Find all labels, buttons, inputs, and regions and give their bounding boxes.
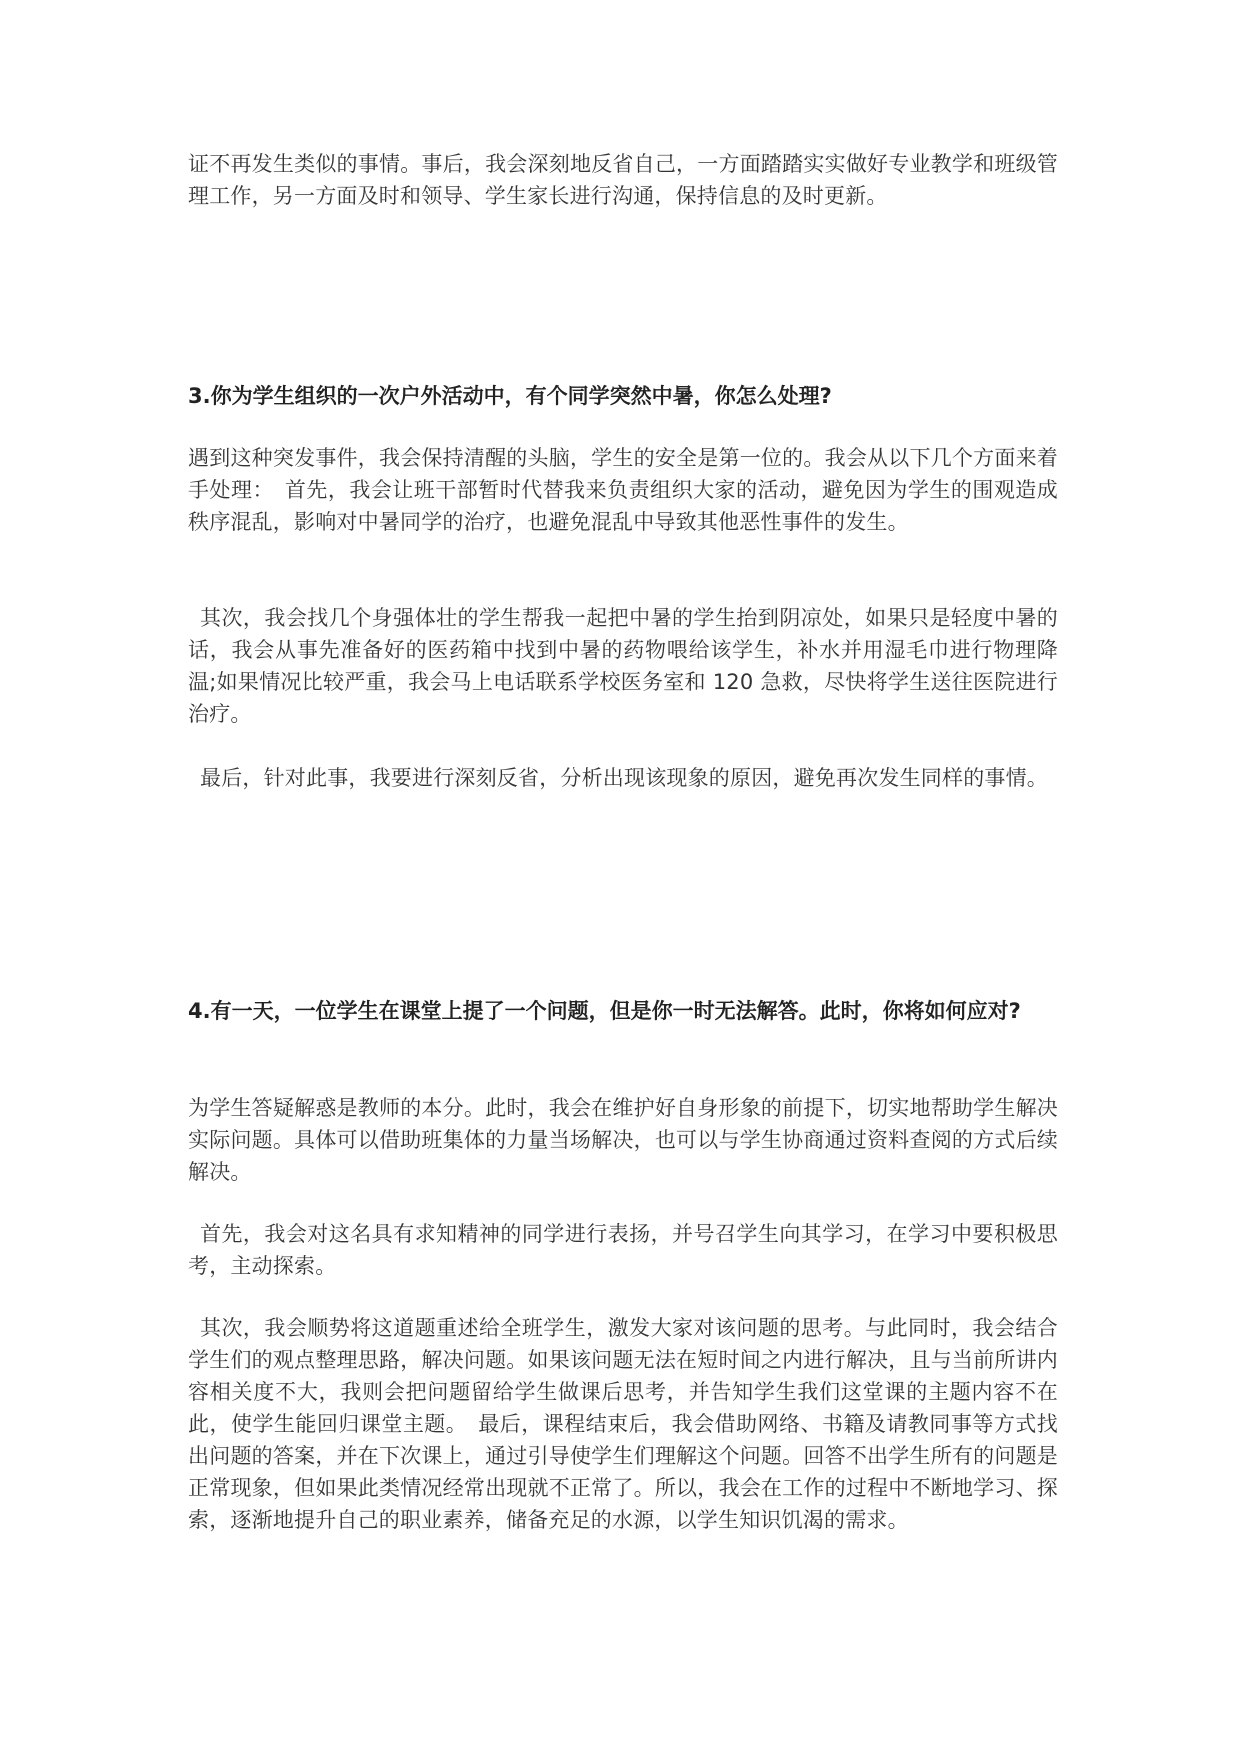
paragraph-text: 其次，我会找几个身强体壮的学生帮我一起把中暑的学生抬到阴凉处，如果只是轻度中暑的话，我会从事先准备好的医药箱中找到中暑的药物喂给该学生，补水并用湿毛巾进行物理降温;如果情况比较严重，我会马上电话联系学校医务室和 120 急救，尽快将学生送往医院进行治疗。	[188, 606, 1058, 726]
question-3-answer-3	[188, 762, 1058, 794]
question-4-heading	[188, 995, 1058, 1027]
question-4-answer-3	[188, 1312, 1058, 1536]
paragraph-text: 其次，我会顺势将这道题重述给全班学生，激发大家对该问题的思考。与此同时，我会结合学生们的观点整理思路，解决问题。如果该问题无法在短时间之内进行解决，且与当前所讲内容相关度不大，我则会把问题留给学生做课后思考，并告知学生我们这堂课的主题内容不在此，使学生能回归课堂主题。 最后，课程结束后，我会借助网络、书籍及请教同事等方式找出问题的答案，并在下次课上，通过引导使学生们理解这个问题。回答不出学生所有的问题是正常现象，但如果此类情况经常出现就不正常了。所以，我会在工作的过程中不断地学习、探索，逐渐地提升自己的职业素养，储备充足的水源，以学生知识饥渴的需求。	[188, 1316, 1058, 1532]
paragraph-continued	[188, 148, 1058, 212]
paragraph-text: 最后，针对此事，我要进行深刻反省，分析出现该现象的原因，避免再次发生同样的事情。	[200, 766, 1048, 790]
paragraph-text: 为学生答疑解惑是教师的本分。此时，我会在维护好自身形象的前提下，切实地帮助学生解决实际问题。具体可以借助班集体的力量当场解决，也可以与学生协商通过资料查阅的方式后续解决。	[188, 1096, 1058, 1184]
paragraph-text: 首先，我会对这名具有求知精神的同学进行表扬，并号召学生向其学习，在学习中要积极思考，主动探索。	[188, 1222, 1058, 1278]
question-3-answer-2	[188, 602, 1058, 730]
question-3-heading	[188, 380, 1058, 412]
paragraph-text: 遇到这种突发事件，我会保持清醒的头脑，学生的安全是第一位的。我会从以下几个方面来着手处理： 首先，我会让班干部暂时代替我来负责组织大家的活动，避免因为学生的围观造成秩序混乱，影响对中暑同学的治疗，也避免混乱中导致其他恶性事件的发生。	[188, 446, 1058, 534]
question-title: 3.你为学生组织的一次户外活动中，有个同学突然中暑，你怎么处理?	[188, 384, 832, 408]
question-title: 4.有一天，一位学生在课堂上提了一个问题，但是你一时无法解答。此时，你将如何应对?	[188, 999, 1021, 1023]
question-4-answer-2	[188, 1218, 1058, 1282]
question-3-answer-1	[188, 442, 1058, 538]
paragraph-text: 证不再发生类似的事情。事后，我会深刻地反省自己，一方面踏踏实实做好专业教学和班级管理工作，另一方面及时和领导、学生家长进行沟通，保持信息的及时更新。	[188, 152, 1058, 208]
question-4-answer-1	[188, 1092, 1058, 1188]
